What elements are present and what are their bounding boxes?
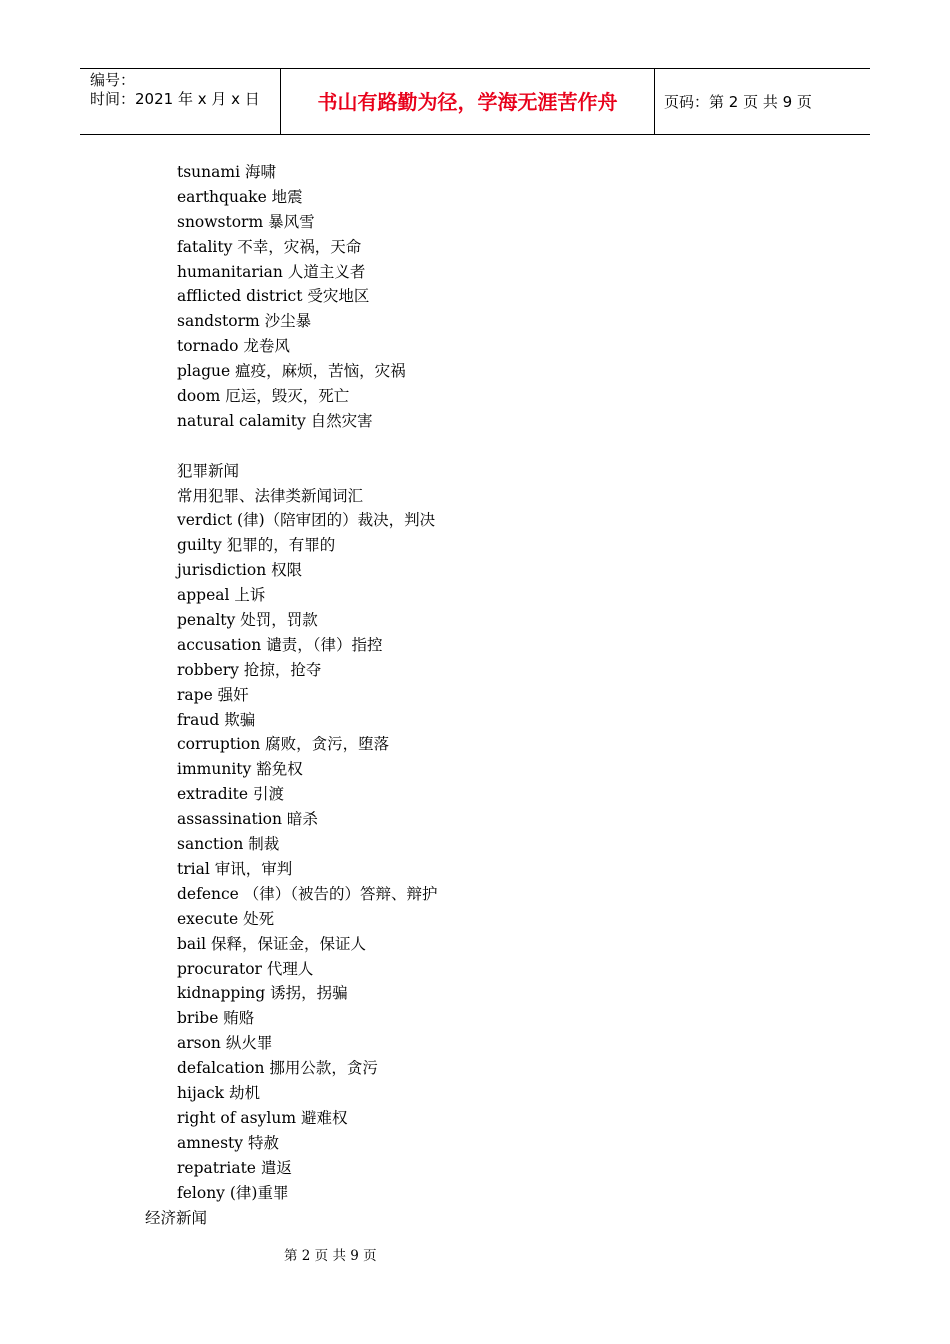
vocab-entry: right of asylum 避难权 xyxy=(177,1108,348,1127)
vocab-entry: tsunami 海啸 xyxy=(177,163,276,181)
vocab-entry: trial 审讯，审判 xyxy=(177,859,293,878)
document-number-label: 编号： xyxy=(90,71,136,89)
vocab-entry: immunity 豁免权 xyxy=(177,760,303,779)
document-date-label: 时间：2021 年 x 月 x 日 xyxy=(90,90,260,108)
crime-section-subtitle: 常用犯罪、法律类新闻词汇 xyxy=(177,486,364,505)
vocab-entry: verdict (律)（陪审团的）裁决，判决 xyxy=(177,511,436,530)
header-meta xyxy=(80,69,281,134)
vocab-entry: execute 处死 xyxy=(177,909,275,928)
section-spacer xyxy=(177,434,777,459)
vocab-entry: corruption 腐败，贪污，堕落 xyxy=(177,735,390,754)
vocab-entry: extradite 引渡 xyxy=(177,785,285,804)
vocab-entry: humanitarian 人道主义者 xyxy=(177,262,366,281)
vocab-entry: snowstorm 暴风雪 xyxy=(177,212,315,231)
vocab-entry: penalty 处罚，罚款 xyxy=(177,611,318,630)
vocab-entry: doom 厄运，毁灭，死亡 xyxy=(177,387,350,406)
vocab-entry: amnesty 特赦 xyxy=(177,1133,279,1152)
vocab-entry: bail 保释，保证金，保证人 xyxy=(177,934,367,953)
vocab-entry: robbery 抢掠，抢夺 xyxy=(177,660,322,679)
vocab-entry: accusation 谴责，（律）指控 xyxy=(177,635,383,654)
vocab-entry: fraud 欺骗 xyxy=(177,710,256,729)
vocab-entry: felony (律)重罪 xyxy=(177,1183,289,1202)
vocab-entry: fatality 不幸，灾祸，天命 xyxy=(177,237,362,256)
vocab-entry: repatriate 遣返 xyxy=(177,1158,292,1177)
vocab-entry: jurisdiction 权限 xyxy=(177,561,303,580)
vocab-entry: kidnapping 诱拐，拐骗 xyxy=(177,984,348,1003)
vocab-entry: defalcation 挪用公款，贪污 xyxy=(177,1059,378,1078)
vocab-entry: assassination 暗杀 xyxy=(177,810,318,829)
page-footer: 第 2 页 共 9 页 xyxy=(284,1248,377,1264)
economy-section-title: 经济新闻 xyxy=(145,1209,208,1227)
vocab-entry: sanction 制裁 xyxy=(177,835,280,854)
vocab-entry: tornado 龙卷风 xyxy=(177,337,290,356)
disaster-terms-list xyxy=(177,160,777,434)
vocab-entry: earthquake 地震 xyxy=(177,187,303,206)
vocab-entry: defence （律）（被告的）答辩、辩护 xyxy=(177,884,438,903)
vocab-entry: guilty 犯罪的，有罪的 xyxy=(177,536,336,555)
vocab-entry: rape 强奸 xyxy=(177,685,249,704)
vocab-entry: natural calamity 自然灾害 xyxy=(177,411,373,430)
vocabulary-list xyxy=(177,160,777,1205)
crime-section-title: 犯罪新闻 xyxy=(177,461,240,480)
vocab-entry: afflicted district 受灾地区 xyxy=(177,287,370,306)
vocab-entry: appeal 上诉 xyxy=(177,586,266,605)
vocab-entry: bribe 贿赂 xyxy=(177,1009,255,1028)
vocab-entry: hijack 劫机 xyxy=(177,1083,260,1102)
crime-terms-list xyxy=(177,508,777,1205)
vocab-entry: arson 纵火罪 xyxy=(177,1034,273,1053)
header-page-number: 页码：第 2 页 共 9 页 xyxy=(664,93,812,111)
vocab-entry: procurator 代理人 xyxy=(177,959,314,978)
header-motto: 书山有路勤为径，学海无涯苦作舟 xyxy=(281,69,655,134)
vocab-entry: sandstorm 沙尘暴 xyxy=(177,312,312,331)
vocab-entry: plague 瘟疫，麻烦，苦恼，灾祸 xyxy=(177,362,406,381)
page-header xyxy=(80,68,870,135)
